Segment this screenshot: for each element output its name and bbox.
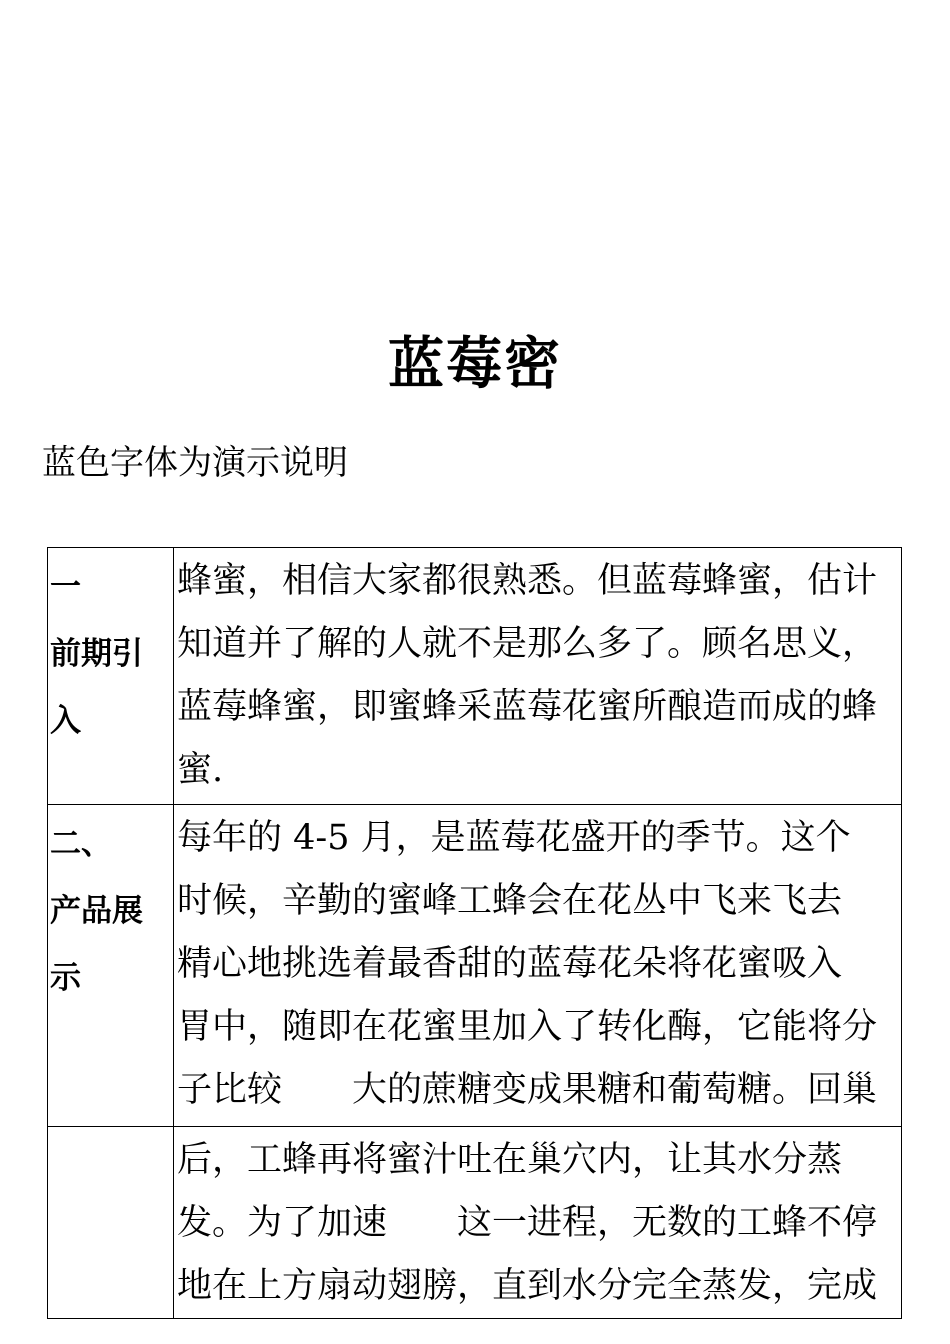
section-label-cell <box>48 805 174 1127</box>
section-label <box>50 811 171 1012</box>
body-line: 胃中，随即在花蜜里加入了转化酶，它能将分 <box>177 1007 878 1047</box>
body-line: 精心地挑选着最香甜的蓝莓花朵将花蜜吸入 <box>177 944 843 984</box>
body-line: 时候，辛勤的蜜峰工蜂会在花丛中飞来飞去 <box>177 881 843 921</box>
table-row-product <box>48 805 902 1127</box>
section-label-line: 一 <box>50 569 81 605</box>
body-line: 蜜. <box>177 750 224 790</box>
table-row-intro <box>48 548 902 805</box>
body-line: 后，工蜂再将蜜汁吐在巢穴内，让其水分蒸 <box>177 1140 843 1180</box>
section-label-line: 二、 <box>50 826 112 862</box>
section-label-cell <box>48 1127 174 1319</box>
section-body-text <box>177 807 899 1122</box>
document-title: 蓝莓密 <box>388 332 562 397</box>
section-body-cell <box>174 805 902 1127</box>
body-line: 每年的 4-5 月，是蓝莓花盛开的季节。这个 <box>177 818 851 858</box>
section-body-text <box>177 550 899 802</box>
section-body-text <box>177 1129 899 1318</box>
section-label-cell <box>48 548 174 805</box>
content-table <box>47 547 902 1319</box>
body-line: 蜂蜜，相信大家都很熟悉。但蓝莓蜂蜜，估计 <box>177 561 878 601</box>
section-body-cell <box>174 1127 902 1319</box>
section-label-line: 示 <box>50 960 81 996</box>
section-body-cell <box>174 548 902 805</box>
body-line: 子比较 大的蔗糖变成果糖和葡萄糖。回巢 <box>177 1070 878 1110</box>
section-label-line: 入 <box>50 703 81 739</box>
document-subtitle: 蓝色字体为演示说明 <box>42 443 348 483</box>
section-label-line: 产品展 <box>50 893 143 929</box>
body-line: 知道并了解的人就不是那么多了。顾名思义， <box>177 624 878 664</box>
table-row-continued <box>48 1127 902 1319</box>
body-line: 发。为了加速 这一进程，无数的工蜂不停 <box>177 1203 878 1243</box>
body-line: 地在上方扇动翅膀，直到水分完全蒸发，完成 <box>177 1266 878 1306</box>
body-line: 蓝莓蜂蜜，即蜜蜂采蓝莓花蜜所酿造而成的蜂 <box>177 687 878 727</box>
section-label-line: 前期引 <box>50 636 143 672</box>
section-label <box>50 554 171 755</box>
